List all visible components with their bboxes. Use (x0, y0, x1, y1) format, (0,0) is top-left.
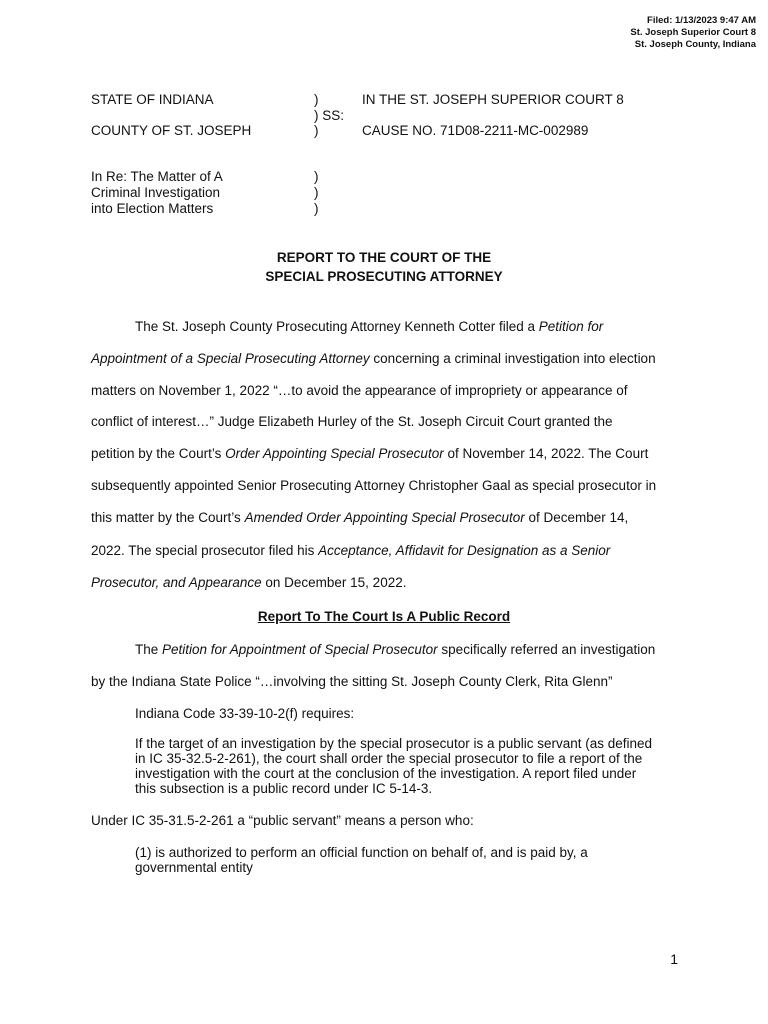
order-title: Order Appointing Special Prosecutor (225, 446, 444, 461)
caption-paren: ) (314, 92, 319, 107)
paragraph-line: this matter by the Court’s Amended Order Appointing Special Prosecutor of December 14, (91, 510, 629, 525)
caption-in-re: Criminal Investigation (91, 185, 221, 200)
page-number: 1 (670, 951, 678, 967)
caption-county: COUNTY OF ST. JOSEPH (91, 123, 252, 138)
amended-order-title: Amended Order Appointing Special Prosecutor (244, 510, 525, 525)
definition-line: (1) is authorized to perform an official function on behalf of, and is paid by, a (135, 845, 588, 860)
filing-stamp (630, 15, 756, 51)
acceptance-title: Prosecutor, and Appearance (91, 575, 262, 590)
code-intro: Indiana Code 33-39-10-2(f) requires: (135, 706, 355, 721)
definition-intro: Under IC 35-31.5-2-261 a “public servant” means a person who: (91, 813, 474, 828)
paragraph-line: petition by the Court’s Order Appointing Special Prosecutor of November 14, 2022. The Court (91, 446, 649, 461)
acceptance-title: Acceptance, Affidavit for Designation as a Senior (318, 543, 611, 558)
filed-date: Filed: 1/13/2023 9:47 AM (647, 15, 756, 26)
filed-court: St. Joseph Superior Court 8 (630, 27, 756, 38)
paragraph-line: by the Indiana State Police “…involving the sitting St. Joseph County Clerk, Rita Glenn” (91, 674, 613, 689)
quote-line: investigation with the court at the conclusion of the investigation. A report filed under (135, 766, 637, 781)
caption-paren: ) (314, 169, 319, 184)
caption-state: STATE OF INDIANA (91, 92, 214, 107)
petition-title: Petition for (538, 319, 604, 334)
petition-title: Petition for Appointment of Special Prosecutor (162, 642, 438, 657)
caption-in-re: into Election Matters (91, 201, 214, 216)
paragraph-line: subsequently appointed Senior Prosecuting Attorney Christopher Gaal as special prosecutor in (91, 478, 657, 493)
paragraph-line: matters on November 1, 2022 “…to avoid the appearance of impropriety or appearance of (91, 383, 628, 398)
paragraph-line: The Petition for Appointment of Special Prosecutor specifically referred an investigation (135, 642, 656, 657)
paragraph-line: The St. Joseph County Prosecuting Attorney Kenneth Cotter filed a Petition for (135, 319, 604, 334)
quote-line: If the target of an investigation by the special prosecutor is a public servant (as defined (135, 736, 653, 751)
section-heading: Report To The Court Is A Public Record (257, 609, 511, 624)
quote-line: this subsection is a public record under IC 5-14-3. (135, 781, 433, 796)
petition-title: Appointment of a Special Prosecuting Attorney (91, 351, 370, 366)
paragraph-line: Appointment of a Special Prosecuting Attorney concerning a criminal investigation into election (91, 351, 656, 366)
filed-county: St. Joseph County, Indiana (634, 39, 756, 50)
caption-cause-number: CAUSE NO. 71D08-2211-MC-002989 (362, 123, 589, 138)
quote-line: in IC 35-32.5-2-261), the court shall order the special prosecutor to file a report of the (135, 751, 643, 766)
paragraph-line: 2022. The special prosecutor filed his Acceptance, Affidavit for Designation as a Senior (91, 543, 611, 558)
document-title: REPORT TO THE COURT OF THE (276, 250, 492, 265)
caption-in-re: In Re: The Matter of A (91, 169, 223, 184)
caption-paren: ) (314, 123, 319, 138)
caption-paren: ) (314, 185, 319, 200)
document-title: SPECIAL PROSECUTING ATTORNEY (265, 269, 503, 284)
definition-line: governmental entity (135, 860, 253, 875)
caption-paren: ) (314, 201, 319, 216)
paragraph-line: Prosecutor, and Appearance on December 15, 2022. (91, 575, 407, 590)
caption-court-name: IN THE ST. JOSEPH SUPERIOR COURT 8 (362, 92, 624, 107)
caption-ss: ) SS: (314, 108, 345, 123)
paragraph-line: conflict of interest…” Judge Elizabeth Hurley of the St. Joseph Circuit Court granted the (91, 414, 613, 429)
